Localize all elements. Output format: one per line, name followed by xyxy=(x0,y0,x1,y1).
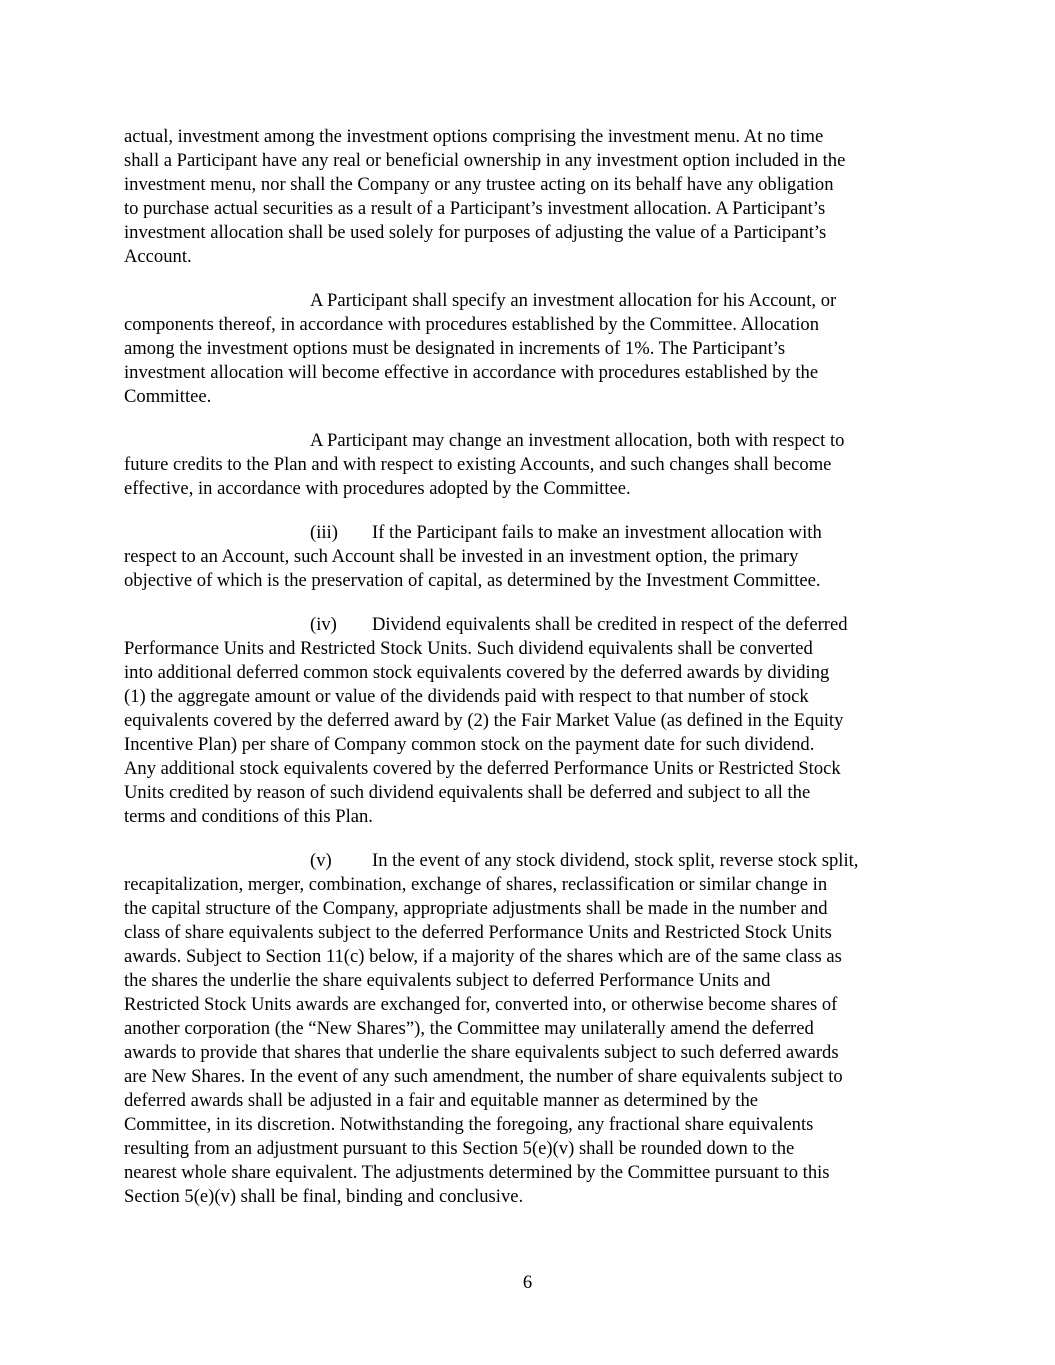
text-line: to purchase actual securities as a result of a Participant’s investment allocation. A Participant’s xyxy=(124,198,826,219)
text-line-content: In the event of any stock dividend, stock split, reverse stock split, xyxy=(372,850,859,871)
clause-number: (iv) xyxy=(310,614,337,635)
page-number: 6 xyxy=(522,1272,533,1293)
text-line: objective of which is the preservation of capital, as determined by the Investment Committee. xyxy=(124,570,821,591)
paragraph-specify-allocation xyxy=(124,289,936,409)
text-line: the shares the underlie the share equivalents subject to deferred Performance Units and xyxy=(124,970,771,991)
text-line: components thereof, in accordance with procedures established by the Committee. Allocation xyxy=(124,314,819,335)
text-line: actual, investment among the investment options comprising the investment menu. At no time xyxy=(124,126,824,147)
text-line: terms and conditions of this Plan. xyxy=(124,806,373,827)
text-line: investment allocation shall be used solely for purposes of adjusting the value of a Participant’s xyxy=(124,222,827,243)
text-line: future credits to the Plan and with respect to existing Accounts, and such changes shall become xyxy=(124,454,832,475)
text-line: deferred awards shall be adjusted in a fair and equitable manner as determined by the xyxy=(124,1090,758,1111)
paragraph-v-adjustments xyxy=(124,849,936,1209)
text-line: investment allocation will become effective in accordance with procedures established by the xyxy=(124,362,819,383)
text-line-content: A Participant shall specify an investment allocation for his Account, or xyxy=(310,290,837,311)
text-line-content: A Participant may change an investment allocation, both with respect to xyxy=(310,430,845,451)
text-line: equivalents covered by the deferred award by (2) the Fair Market Value (as defined in the Equity xyxy=(124,710,844,731)
text-line-content: Dividend equivalents shall be credited in respect of the deferred xyxy=(372,614,848,635)
text-line: Committee. xyxy=(124,386,212,407)
text-line: awards to provide that shares that underlie the share equivalents subject to such deferred awards xyxy=(124,1042,839,1063)
paragraph-iv-dividend-equivalents xyxy=(124,613,936,829)
text-line: Committee, in its discretion. Notwithstanding the foregoing, any fractional share equivalents xyxy=(124,1114,814,1135)
text-line: Performance Units and Restricted Stock Units. Such dividend equivalents shall be converted xyxy=(124,638,813,659)
text-line: Incentive Plan) per share of Company common stock on the payment date for such dividend. xyxy=(124,734,815,755)
text-line: among the investment options must be designated in increments of 1%. The Participant’s xyxy=(124,338,786,359)
paragraph-iii-default-investment xyxy=(124,521,936,593)
clause-number: (iii) xyxy=(310,522,338,543)
text-line: recapitalization, merger, combination, exchange of shares, reclassification or similar change in xyxy=(124,874,828,895)
text-line: Units credited by reason of such dividend equivalents shall be deferred and subject to all the xyxy=(124,782,811,803)
text-line: Account. xyxy=(124,246,192,267)
text-line-content: If the Participant fails to make an investment allocation with xyxy=(372,522,822,543)
text-line: resulting from an adjustment pursuant to this Section 5(e)(v) shall be rounded down to the xyxy=(124,1138,795,1159)
text-line: are New Shares. In the event of any such amendment, the number of share equivalents subject to xyxy=(124,1066,843,1087)
text-line: Section 5(e)(v) shall be final, binding and conclusive. xyxy=(124,1186,524,1207)
text-line: (1) the aggregate amount or value of the dividends paid with respect to that number of stock xyxy=(124,686,809,707)
text-line xyxy=(124,613,936,637)
text-line: shall a Participant have any real or beneficial ownership in any investment option included in the xyxy=(124,150,846,171)
text-line xyxy=(124,521,936,545)
document-body xyxy=(124,125,936,1229)
text-line: Any additional stock equivalents covered by the deferred Performance Units or Restricted Stock xyxy=(124,758,841,779)
text-line: awards. Subject to Section 11(c) below, if a majority of the shares which are of the same class as xyxy=(124,946,842,967)
text-line xyxy=(124,429,936,453)
text-line: class of share equivalents subject to the deferred Performance Units and Restricted Stock Units xyxy=(124,922,832,943)
paragraph-investment-menu xyxy=(124,125,936,269)
text-line: into additional deferred common stock equivalents covered by the deferred awards by dividing xyxy=(124,662,830,683)
text-line: respect to an Account, such Account shall be invested in an investment option, the primary xyxy=(124,546,799,567)
text-line: investment menu, nor shall the Company or any trustee acting on its behalf have any obligation xyxy=(124,174,834,195)
text-line xyxy=(124,289,936,313)
clause-number: (v) xyxy=(310,850,332,871)
text-line: another corporation (the “New Shares”), the Committee may unilaterally amend the deferred xyxy=(124,1018,814,1039)
text-line: nearest whole share equivalent. The adjustments determined by the Committee pursuant to this xyxy=(124,1162,830,1183)
text-line: effective, in accordance with procedures adopted by the Committee. xyxy=(124,478,631,499)
text-line: the capital structure of the Company, appropriate adjustments shall be made in the number and xyxy=(124,898,828,919)
text-line: Restricted Stock Units awards are exchanged for, converted into, or otherwise become shares of xyxy=(124,994,838,1015)
paragraph-change-allocation xyxy=(124,429,936,501)
text-line xyxy=(124,849,936,873)
